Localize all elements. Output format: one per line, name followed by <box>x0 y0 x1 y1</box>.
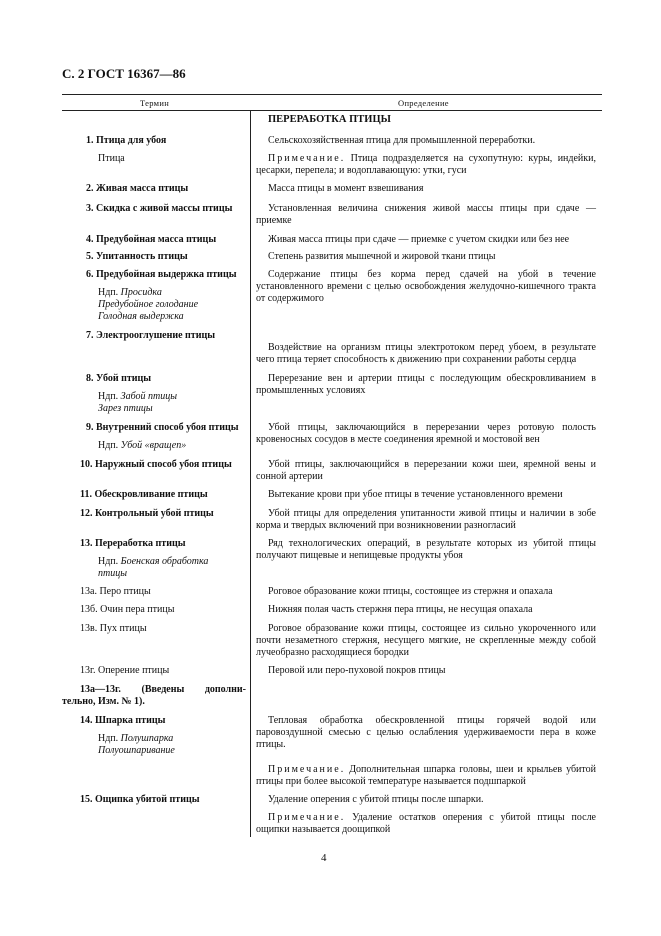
term-14-nonstandard: Ндп. Полушпарка <box>98 733 174 744</box>
term-7: 7. Электрооглушение птицы <box>86 330 216 341</box>
definition-13v: Роговое образование кожи птицы, состоящее из сильно укороченного или почти незаметного стержня, несущего мягкие, не скрепленные между собой лучеобразно расходящиеся бородки <box>256 623 596 658</box>
term-13v: 13в. Пух птицы <box>80 623 147 634</box>
column-header-definition: Определение <box>398 98 449 108</box>
term-6-synonym: Голодная выдержка <box>98 311 184 322</box>
note-label: Примечание. <box>268 764 346 775</box>
term-6: 6. Предубойная выдержка птицы <box>86 269 237 280</box>
definition-5: Степень развития мышечной и жировой ткани птицы <box>268 251 496 262</box>
term-13: 13. Переработка птицы <box>80 538 186 549</box>
note-1: Примечание. Птица подразделяется на сухопутную: куры, индейки, цесарки, перепела; и водоплавающую: утки, гуси <box>256 153 596 176</box>
definition-11: Вытекание крови при убое птицы в течение установленного времени <box>268 489 563 500</box>
term-3: 3. Скидка с живой массы птицы <box>86 203 233 214</box>
term-15: 15. Ощипка убитой птицы <box>80 794 200 805</box>
term-9-nonstandard: Ндп. Убой «вращеп» <box>98 440 187 451</box>
note-15: Примечание. Удаление остатков оперения с убитой птицы после ощипки называется доощипкой <box>256 812 596 835</box>
definition-6: Содержание птицы без корма перед сдачей на убой в течение установленного времени с целью освобождения желудочно-кишечного тракта от содержимого <box>256 269 596 304</box>
definition-15: Удаление оперения с убитой птицы после шпарки. <box>268 794 484 805</box>
term-2: 2. Живая масса птицы <box>86 183 189 194</box>
definition-9: Убой птицы, заключающийся в перерезании через ротовую полость кровеносных сосудов в месте соединения яремной и мостовой вен <box>256 422 596 445</box>
term-8: 8. Убой птицы <box>86 373 152 384</box>
term-10: 10. Наружный способ убоя птицы <box>80 459 232 470</box>
definition-14: Тепловая обработка обескровленной птицы горячей водой или паровоздушной смесью с целью ослабления удерживаемости пера в коже птицы. <box>256 715 596 750</box>
term-4: 4. Предубойная масса птицы <box>86 234 217 245</box>
note-label: Примечание. <box>268 153 346 164</box>
note-14: Примечание. Дополнительная шпарка головы, шеи и крыльев убитой птицы при более высокой температуре называется подшпаркой <box>256 764 596 787</box>
definition-13: Ряд технологических операций, в результате которых из убитой птицы получают пищевые и непищевые продукты убоя <box>256 538 596 561</box>
column-divider <box>250 110 251 837</box>
term-6-nonstandard: Ндп. Просидка <box>98 287 162 298</box>
column-header-term: Термин <box>140 98 170 108</box>
term-6-synonym: Предубойное голодание <box>98 299 199 310</box>
term-13b: 13б. Очин пера птицы <box>80 604 175 615</box>
term-14-synonym: Полуошпаривание <box>98 745 175 756</box>
term-12: 12. Контрольный убой птицы <box>80 508 214 519</box>
table-header-rule <box>62 110 602 111</box>
definition-4: Живая масса птицы при сдаче — приемке с учетом скидки или без нее <box>268 234 570 245</box>
term-13-synonym: птицы <box>98 568 127 579</box>
term-11: 11. Обескровливание птицы <box>80 489 208 500</box>
term-8-synonym: Зарез птицы <box>98 403 153 414</box>
term-1-synonym: Птица <box>98 153 125 164</box>
section-title: ПЕРЕРАБОТКА ПТИЦЫ <box>268 114 391 125</box>
page-header: С. 2 ГОСТ 16367—86 <box>62 66 186 81</box>
table-top-rule <box>62 94 602 95</box>
amendment-note-cont: тельно, Изм. № 1). <box>62 696 145 707</box>
definition-8: Перерезание вен и артерии птицы с последующим обескровливанием в промышленных условиях <box>256 373 596 396</box>
page-number: 4 <box>321 852 327 864</box>
definition-2: Масса птицы в момент взвешивания <box>268 183 424 194</box>
term-9: 9. Внутренний способ убоя птицы <box>86 422 239 433</box>
definition-10: Убой птицы, заключающийся в перерезании кожи шеи, яремной вены и сонной артерии <box>256 459 596 482</box>
definition-7: Воздействие на организм птицы электротоком перед убоем, в результате чего птица теряет способность к движению при сохранении работы сердца <box>256 342 596 365</box>
note-label: Примечание. <box>268 812 346 823</box>
term-13a: 13а. Перо птицы <box>80 586 151 597</box>
term-13-nonstandard: Ндп. Боенская обработка <box>98 556 209 567</box>
definition-3: Установленная величина снижения живой массы птицы при сдаче — приемке <box>256 203 596 226</box>
term-1: 1. Птица для убоя <box>86 135 167 146</box>
definition-13b: Нижняя полая часть стержня пера птицы, не несущая опахала <box>268 604 533 615</box>
term-5: 5. Упитанность птицы <box>86 251 188 262</box>
term-8-nonstandard: Ндп. Забой птицы <box>98 391 178 402</box>
definition-13a: Роговое образование кожи птицы, состоящее из стержня и опахала <box>268 586 553 597</box>
definition-12: Убой птицы для определения упитанности живой птицы и наличии в зобе корма и твердых включений при возникновении разногласий <box>256 508 596 531</box>
term-13g: 13г. Оперение птицы <box>80 665 170 676</box>
term-14: 14. Шпарка птицы <box>80 715 166 726</box>
definition-1: Сельскохозяйственная птица для промышленной переработки. <box>268 135 536 146</box>
definition-13g: Перовой или перо-пуховой покров птицы <box>268 665 446 676</box>
amendment-note: 13а—13г. (Введены дополни- <box>80 684 246 695</box>
